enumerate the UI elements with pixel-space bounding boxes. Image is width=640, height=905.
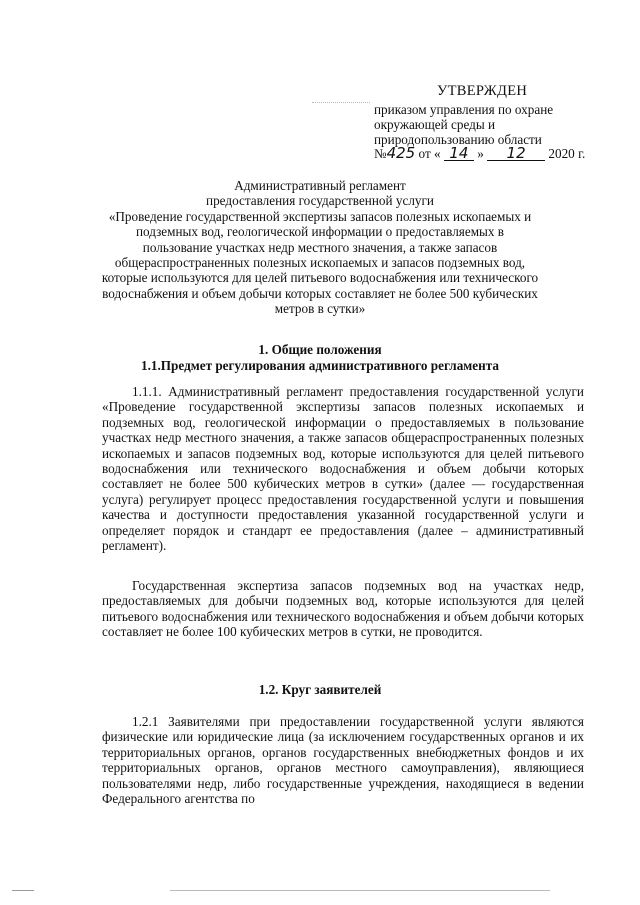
scan-artifact — [312, 102, 370, 103]
scan-artifact — [170, 890, 550, 891]
order-number: 425 — [386, 144, 416, 162]
approval-line: приказом управления по охране — [374, 102, 554, 117]
section-title: 1. Общие положения — [258, 342, 382, 357]
paragraph-text: 1.2.1 Заявителями при предоставлении государственной услуги являются физические или юридические лица (за исключением государственных органов и их территориальных органов, органов государственных внебюджетных фондов и их территориальных органов, органов местного самоуправления), являющиеся пользователями недр, либо государственные учреждения, находящиеся в ведении Федерального агентства по — [102, 714, 584, 807]
order-prefix: № — [374, 146, 387, 161]
order-day: 14 — [444, 146, 474, 161]
order-mid: » — [477, 146, 484, 161]
paragraph-expertise — [102, 578, 584, 640]
scan-artifact — [12, 890, 34, 891]
paragraph-text: Государственная экспертиза запасов подземных вод на участках недр, предоставляемых для добычи подземных вод, которые используются для целей питьевого водоснабжения или технического водоснабжения и объем добычи которых составляет не более 100 кубических метров в сутки, не проводится. — [102, 578, 584, 640]
section-title: 1.2. Круг заявителей — [258, 682, 382, 697]
doc-title-line: общераспространенных полезных ископаемых и запасов подземных вод, — [114, 255, 526, 271]
paragraph-1-1-1 — [102, 384, 584, 553]
doc-title-line: которые используются для целей питьевого водоснабжения или технического — [101, 270, 539, 286]
order-number-line — [374, 146, 585, 161]
approval-line: природопользованию области — [374, 132, 542, 147]
approval-title: УТВЕРЖДЕН — [437, 83, 528, 99]
paragraph-1-2-1 — [102, 714, 584, 806]
doc-title-line: Административный регламент — [234, 178, 406, 193]
order-from: от « — [418, 146, 441, 161]
order-month: 12 — [487, 146, 545, 161]
doc-title-line: подземных вод, геологической информации о предоставляемых в — [135, 224, 505, 240]
section-subtitle: 1.1.Предмет регулирования административного регламента — [141, 358, 499, 373]
doc-title-block — [80, 178, 560, 317]
order-year: 2020 г. — [548, 146, 586, 161]
doc-title-line: «Проведение государственной экспертизы запасов полезных ископаемых и — [108, 208, 532, 224]
doc-title-line: водоснабжения и объем добычи которых составляет не более 500 кубических — [102, 285, 538, 301]
doc-title-line: пользование участках недр местного значения, а также запасов — [142, 239, 498, 255]
doc-title-line: метров в сутки» — [274, 301, 366, 317]
approval-line: окружающей среды и — [374, 117, 496, 132]
paragraph-text: 1.1.1. Административный регламент предоставления государственной услуги «Проведение государственной экспертизы запасов полезных ископаемых и подземных вод, геологической информации о предоставляемых в пользование участках недр местного значения, а также запасов общераспространенных полезных ископаемых и запасов подземных вод, которые используются для целей питьевого водоснабжения или технического водоснабжения и объем добычи которых составляет не более 500 кубических метров в сутки» (далее — государственная услуга) регулирует процесс предоставления государственной услуги и повышения качества и доступности предоставления указанной государственной услуги и определяет порядок и стандарт ее предоставления (далее – административный регламент). — [102, 384, 584, 554]
doc-title-line: предоставления государственной услуги — [206, 193, 434, 209]
